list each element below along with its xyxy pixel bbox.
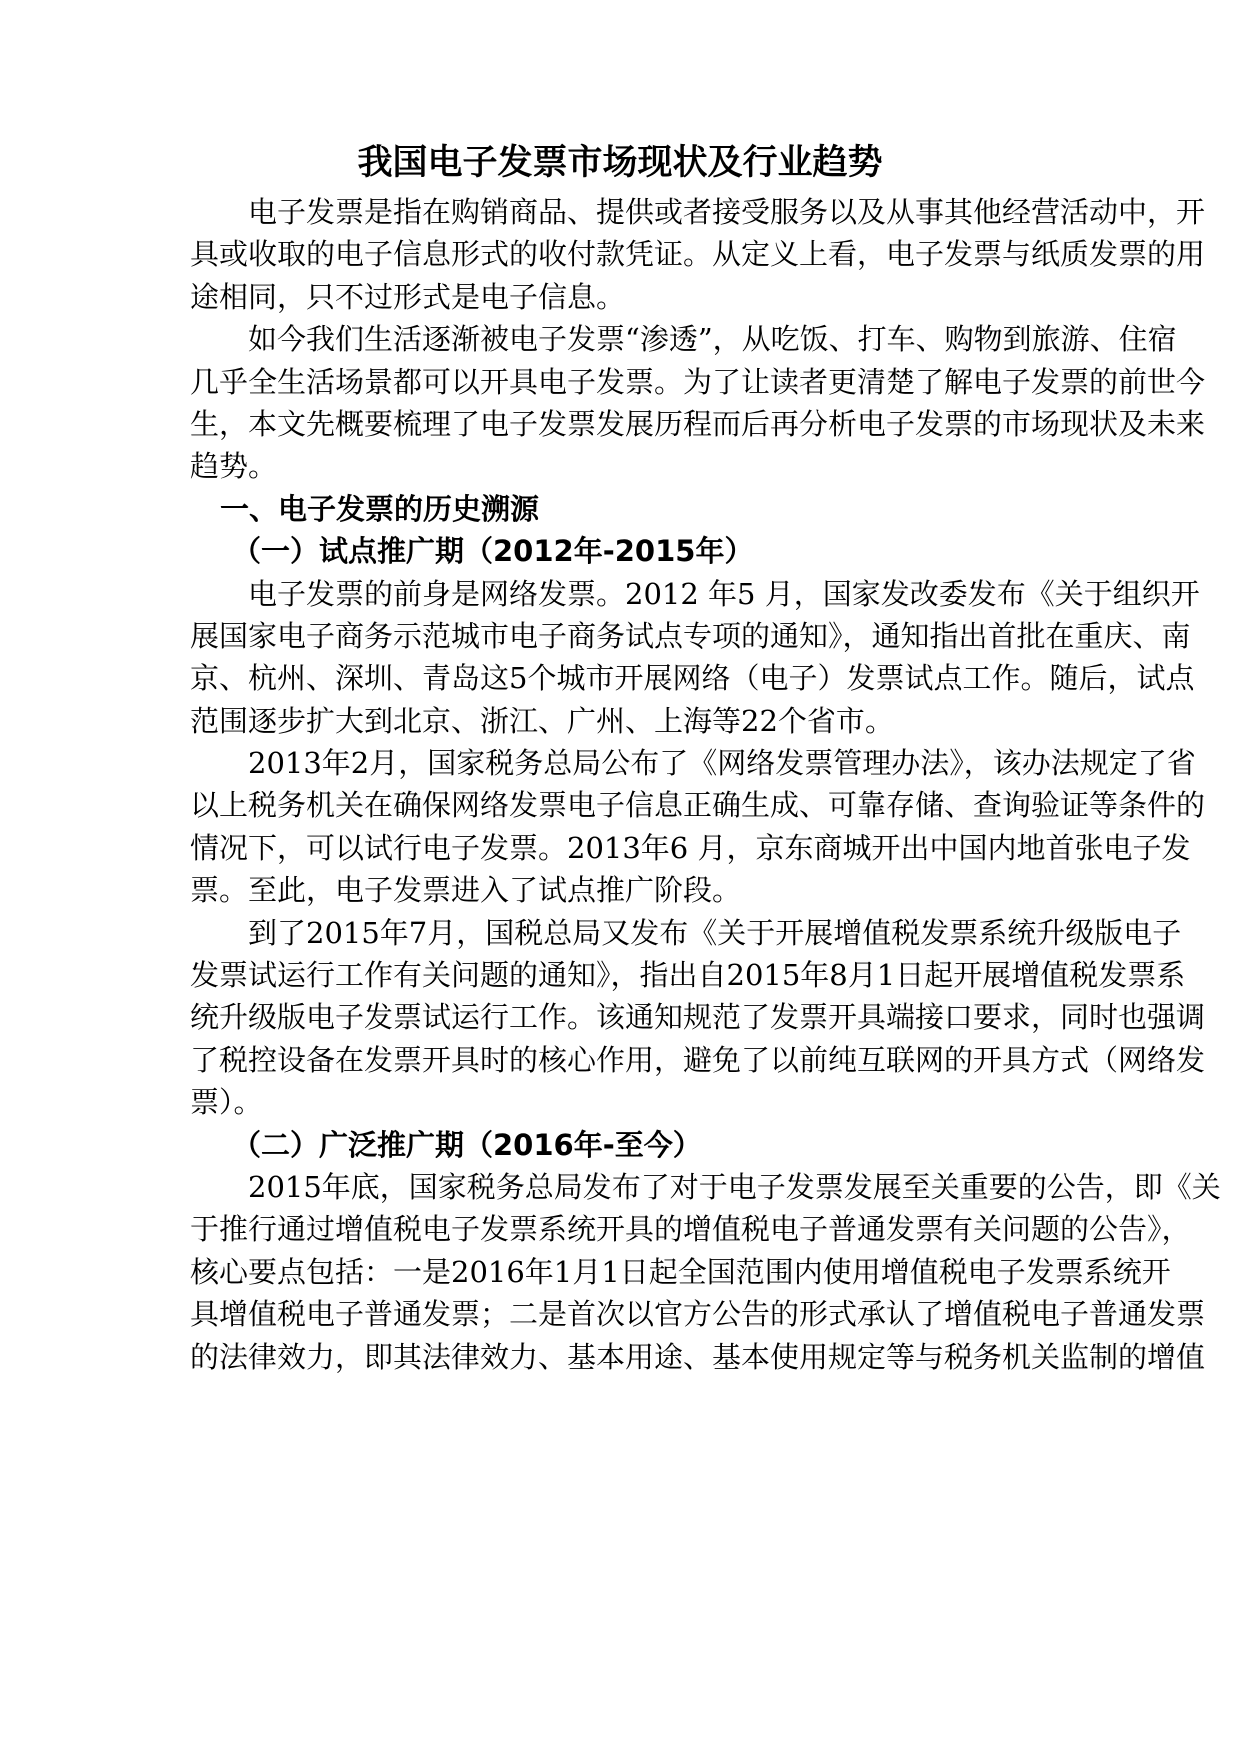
text-line: 以上税务机关在确保网络发票电子信息正确生成、可靠存储、查询验证等条件的 (190, 788, 1206, 823)
document-body (190, 191, 1221, 1378)
text-line: 核心要点包括：一是2016年1月1日起全国范围内使用增值税电子发票系统开 (190, 1254, 1171, 1289)
text-line: 生，本文先概要梳理了电子发票发展历程而后再分析电子发票的市场现状及未来 (190, 406, 1206, 441)
section-heading: 一、电子发票的历史溯源 (220, 491, 540, 526)
text-line: 如今我们生活逐渐被电子发票“渗透”，从吃饭、打车、购物到旅游、住宿 (248, 322, 1177, 357)
paragraph-intro (190, 318, 1206, 488)
text-line: 趋势。 (190, 449, 278, 484)
text-line: 的法律效力，即其法律效力、基本用途、基本使用规定等与税务机关监制的增值 (190, 1339, 1206, 1374)
text-line: 京、杭州、深圳、青岛这5个城市开展网络（电子）发票试点工作。随后，试点 (190, 661, 1195, 696)
text-line: 展国家电子商务示范城市电子商务试点专项的通知》，通知指出首批在重庆、南 (190, 618, 1191, 653)
paragraph-definition (190, 191, 1206, 318)
text-line: 具增值税电子普通发票；二是首次以官方公告的形式承认了增值税电子普通发票 (190, 1297, 1206, 1332)
text-line: 2015年底，国家税务总局发布了对于电子发票发展至关重要的公告，即《关 (248, 1169, 1221, 1204)
document-title: 我国电子发票市场现状及行业趋势 (357, 143, 883, 183)
text-line: 统升级版电子发票试运行工作。该通知规范了发票开具端接口要求，同时也强调 (190, 1000, 1206, 1035)
text-line: 到了2015年7月，国税总局又发布《关于开展增值税发票系统升级版电子 (248, 915, 1182, 950)
text-line: 发票试运行工作有关问题的通知》，指出自2015年8月1日起开展增值税发票系 (190, 958, 1186, 993)
subsection-heading: （一）试点推广期（2012年-2015年） (232, 534, 754, 569)
paragraph-2013 (190, 742, 1206, 912)
text-line: 票。至此，电子发票进入了试点推广阶段。 (190, 873, 742, 908)
paragraph-2016 (190, 1166, 1221, 1378)
text-line: 票）。 (190, 1085, 263, 1120)
text-line: 了税控设备在发票开具时的核心作用，避免了以前纯互联网的开具方式（网络发 (190, 1042, 1206, 1077)
text-line: 情况下，可以试行电子发票。2013年6 月，京东商城开出中国内地首张电子发 (190, 830, 1191, 865)
subsection-heading: （二）广泛推广期（2016年-至今） (232, 1127, 702, 1162)
paragraph-2015 (190, 912, 1206, 1124)
text-line: 具或收取的电子信息形式的收付款凭证。从定义上看，电子发票与纸质发票的用 (190, 237, 1206, 272)
text-line: 范围逐步扩大到北京、浙江、广州、上海等22个省市。 (190, 703, 894, 738)
text-line: 途相同，只不过形式是电子信息。 (190, 279, 626, 314)
paragraph-2012 (190, 573, 1200, 743)
text-line: 于推行通过增值税电子发票系统开具的增值税电子普通发票有关问题的公告》， (190, 1212, 1191, 1247)
text-line: 几乎全生活场景都可以开具电子发票。为了让读者更清楚了解电子发票的前世今 (190, 364, 1206, 399)
text-line: 2013年2月，国家税务总局公布了《网络发票管理办法》，该办法规定了省 (248, 746, 1196, 781)
text-line: 电子发票的前身是网络发票。2012 年5 月，国家发改委发布《关于组织开 (248, 576, 1200, 611)
text-line: 电子发票是指在购销商品、提供或者接受服务以及从事其他经营活动中，开 (248, 195, 1206, 229)
